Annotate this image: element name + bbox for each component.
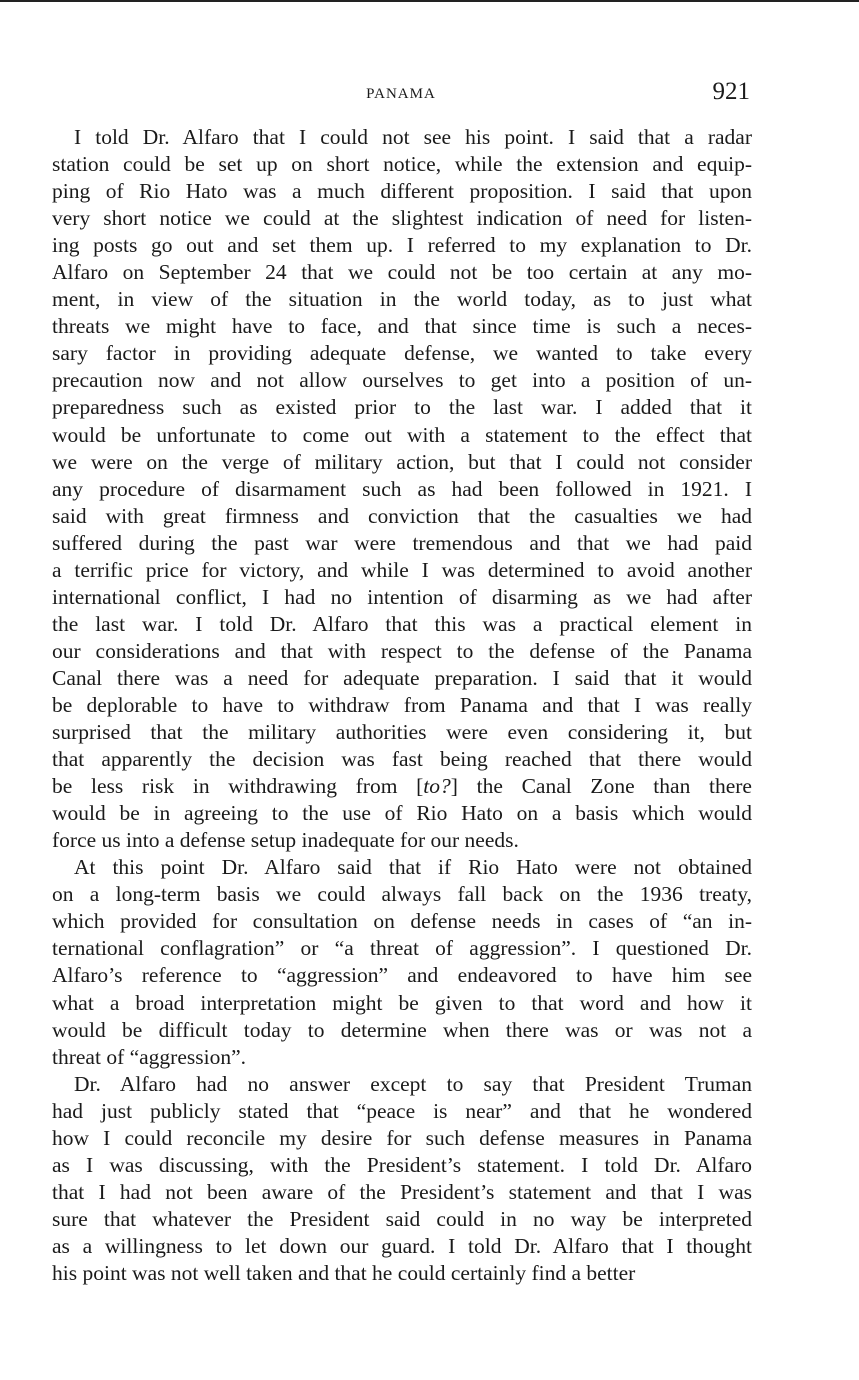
text-line: I told Dr. Alfaro that I could not see his point. I said that a radar bbox=[74, 125, 752, 149]
text-line: Dr. Alfaro had no answer except to say that President Truman bbox=[74, 1071, 752, 1096]
text-line: force us into a defense setup inadequate for our needs. bbox=[52, 828, 519, 853]
text-line: his point was not well taken and that he could certainly find a better bbox=[52, 1260, 636, 1285]
page-number: 921 bbox=[712, 78, 750, 105]
text-line: suffered during the past war were tremendous and that we had paid bbox=[52, 530, 752, 555]
text-line: said with great firmness and conviction that the casualties we had bbox=[52, 503, 752, 528]
paragraph bbox=[52, 124, 752, 854]
text-line: what a broad interpretation might be given to that word and how it bbox=[52, 990, 752, 1015]
text-line: At this point Dr. Alfaro said that if Rio Hato were not obtained bbox=[74, 855, 752, 880]
text-line: ping of Rio Hato was a much different proposition. I said that upon bbox=[52, 179, 752, 204]
text-line: had just publicly stated that “peace is near” and that he wondered bbox=[52, 1098, 752, 1123]
running-head bbox=[52, 78, 750, 110]
text-line: that I had not been aware of the President’s statement and that I was bbox=[52, 1179, 752, 1204]
text-line: be deplorable to have to withdraw from Panama and that I was really bbox=[52, 692, 752, 717]
body-text bbox=[52, 124, 752, 1287]
text-line: Alfaro’s reference to “aggression” and endeavored to have him see bbox=[52, 963, 752, 988]
text-line: on a long-term basis we could always fall back on the 1936 treaty, bbox=[52, 882, 752, 907]
text-line: threat of “aggression”. bbox=[52, 1044, 247, 1069]
text-line: ing posts go out and set them up. I referred to my explanation to Dr. bbox=[52, 233, 752, 258]
text-line: station could be set up on short notice, while the extension and equip- bbox=[52, 152, 752, 177]
text-line: we were on the verge of military action, but that I could not consider bbox=[52, 449, 752, 474]
text-line: international conflict, I had no intention of disarming as we had after bbox=[52, 584, 752, 609]
text-line: ment, in view of the situation in the world today, as to just what bbox=[52, 287, 752, 312]
text-line: surprised that the military authorities were even considering it, but bbox=[52, 720, 752, 745]
text-line: ternational conflagration” or “a threat of aggression”. I questioned Dr. bbox=[52, 936, 752, 961]
paragraph bbox=[52, 1071, 752, 1287]
text-line: would be unfortunate to come out with a statement to the effect that bbox=[52, 422, 752, 447]
text-line: sary factor in providing adequate defense, we wanted to take every bbox=[52, 341, 752, 366]
top-border-rule bbox=[0, 0, 859, 2]
text-line: would be in agreeing to the use of Rio Hato on a basis which would bbox=[52, 801, 752, 826]
text-line: our considerations and that with respect to the defense of the Panama bbox=[52, 638, 752, 663]
text-line: the last war. I told Dr. Alfaro that this was a practical element in bbox=[52, 611, 752, 636]
text-line: sure that whatever the President said could in no way be interpreted bbox=[52, 1206, 752, 1231]
text-line: as a willingness to let down our guard. I told Dr. Alfaro that I thought bbox=[52, 1233, 752, 1258]
text-line: threats we might have to face, and that since time is such a neces- bbox=[52, 314, 752, 339]
text-line: how I could reconcile my desire for such defense measures in Panama bbox=[52, 1125, 752, 1150]
text-line: would be difficult today to determine when there was or was not a bbox=[52, 1017, 752, 1042]
paragraph bbox=[52, 854, 752, 1070]
text-line: a terrific price for victory, and while I was determined to avoid another bbox=[52, 557, 752, 582]
text-line: Alfaro on September 24 that we could not be too certain at any mo- bbox=[52, 260, 752, 285]
text-line: preparedness such as existed prior to the last war. I added that it bbox=[52, 395, 752, 420]
text-line: very short notice we could at the slightest indication of need for listen- bbox=[52, 206, 752, 231]
text-line: Canal there was a need for adequate preparation. I said that it would bbox=[52, 665, 752, 690]
text-line: be less risk in withdrawing from [to?] the Canal Zone than there bbox=[52, 774, 752, 799]
text-line: which provided for consultation on defense needs in cases of “an in- bbox=[52, 909, 752, 934]
text-line: as I was discussing, with the President’s statement. I told Dr. Alfaro bbox=[52, 1152, 752, 1177]
text-line: that apparently the decision was fast being reached that there would bbox=[52, 747, 752, 772]
text-line: precaution now and not allow ourselves to get into a position of un- bbox=[52, 368, 752, 393]
text-line: any procedure of disarmament such as had been followed in 1921. I bbox=[52, 476, 752, 501]
running-title: PANAMA bbox=[366, 86, 436, 102]
